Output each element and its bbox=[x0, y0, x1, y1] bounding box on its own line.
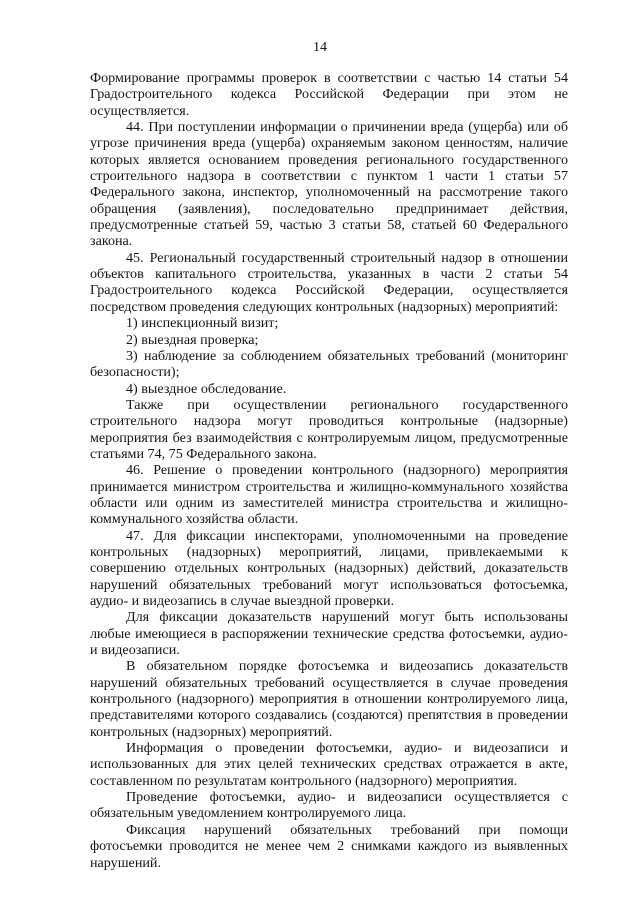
document-body bbox=[90, 70, 568, 871]
paragraph: Для фиксации доказательств нарушений могут быть использованы любые имеющиеся в распоряжении технические средства фотосъемки, аудио- и видеозаписи. bbox=[90, 609, 568, 659]
paragraph: Формирование программы проверок в соответствии с частью 14 статьи 54 Градостроительного кодекса Российской Федерации при этом не осуществляется. bbox=[90, 70, 568, 119]
paragraph: Информация о проведении фотосъемки, аудио- и видеозаписи и использованных для этих целей технических средствах отражается в акте, составленном по результатам контрольного (надзорного) мероприятия. bbox=[90, 740, 568, 789]
paragraph: Также при осуществлении регионального государственного строительного надзора могут проводиться контрольные (надзорные) мероприятия без взаимодействия с контролируемым лицом, предусмотренные статьями 74, 75 Федерального закона. bbox=[90, 396, 568, 462]
paragraph: 4) выездное обследование. bbox=[126, 380, 287, 397]
paragraph: 45. Региональный государственный строительный надзор в отношении объектов капитального строительства, указанных в части 2 статьи 54 Градостроительного кодекса Российской Федерации, осуществляется посредством проведения следующих контрольных (надзорных) мероприятий: bbox=[90, 249, 568, 315]
paragraph: 46. Решение о проведении контрольного (надзорного) мероприятия принимается министром строительства и жилищно-коммунального хозяйства области или одним из заместителей министра строительства и жилищно-коммунального хозяйства области. bbox=[90, 462, 568, 528]
paragraph: 47. Для фиксации инспекторами, уполномоченными на проведение контрольных (надзорных) мероприятий, лицами, привлекаемыми к совершению отдельных контрольных (надзорных) действий, доказательств нарушений обязательных требований могут использоваться фотосъемка, аудио- и видеозапись в случае выездной проверки. bbox=[90, 527, 568, 609]
paragraph: 3) наблюдение за соблюдением обязательных требований (мониторинг безопасности); bbox=[90, 347, 568, 381]
paragraph: 44. При поступлении информации о причинении вреда (ущерба) или об угрозе причинения вреда (ущерба) охраняемым законом ценностям, наличие которых является основанием проведения регионального государственного строительного надзора в соответствии с пунктом 1 части 1 статьи 57 Федерального закона, инспектор, уполномоченный на рассмотрение такого обращения (заявления), последовательно предпринимает действия, предусмотренные статьей 59, частью 3 статьи 58, статьей 60 Федерального закона. bbox=[90, 119, 568, 250]
paragraph: Фиксация нарушений обязательных требований при помощи фотосъемки проводится не менее чем 2 снимками каждого из выявленных нарушений. bbox=[90, 821, 568, 871]
paragraph: Проведение фотосъемки, аудио- и видеозаписи осуществляется с обязательным уведомлением контролируемого лица. bbox=[90, 789, 568, 822]
paragraph: 2) выездная проверка; bbox=[126, 331, 259, 348]
page-number: 14 bbox=[313, 40, 327, 55]
paragraph: В обязательном порядке фотосъемка и видеозапись доказательств нарушений обязательных требований осуществляется в случае проведения контрольного (надзорного) мероприятия в отношении контролируемого лица, представителями которого создавались (создаются) препятствия в проведении контрольных (надзорных) мероприятий. bbox=[90, 658, 568, 740]
paragraph: 1) инспекционный визит; bbox=[126, 315, 279, 332]
